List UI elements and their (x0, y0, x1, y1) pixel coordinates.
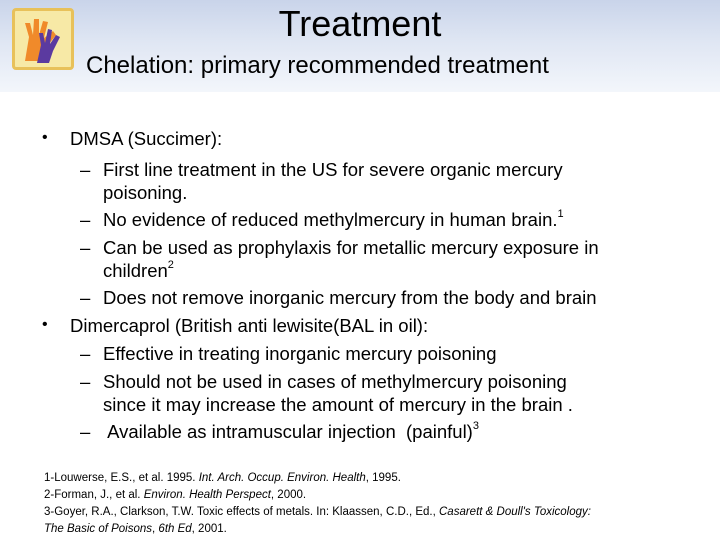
reference-2-authors: 2-Forman, J., et al. (44, 489, 144, 501)
subitem-no-evidence (103, 208, 564, 231)
reference-3-year: , 2001. (191, 523, 227, 535)
reference-1-year: , 1995. (365, 472, 401, 484)
reference-3-book: Casarett & Doull's Toxicology: (439, 506, 591, 518)
subitem-prophylaxis-cont-text: children (103, 260, 168, 281)
reference-2 (44, 487, 704, 504)
ref-sup-3: 3 (472, 420, 479, 432)
reference-3-sep: , (152, 523, 159, 535)
subitem-effective: Effective in treating inorganic mercury poisoning (103, 343, 497, 364)
subitem-no-evidence-text: No evidence of reduced methylmercury in human brain. (103, 209, 558, 230)
dash-glyph: – (80, 343, 91, 364)
dash-glyph: – (80, 209, 91, 230)
dash-glyph: – (80, 237, 91, 258)
slide-subtitle (86, 50, 549, 82)
dash-glyph: – (80, 287, 91, 308)
bullet-dimercaprol: Dimercaprol (British anti lewisite(BAL in oil): (70, 315, 429, 336)
reference-2-journal: Environ. Health Perspect (143, 489, 271, 501)
bullet-glyph: • (42, 316, 48, 333)
bullet-dmsa: DMSA (Succimer): (70, 128, 223, 149)
slide-title: Treatment (278, 3, 442, 44)
subitem-should-not-cont: since it may increase the amount of mercury in the brain . (103, 394, 573, 415)
ref-sup-2: 2 (167, 259, 174, 271)
subitem-first-line: First line treatment in the US for severe organic mercury (103, 159, 563, 180)
reference-1 (44, 470, 704, 487)
reference-3-cont (44, 521, 704, 538)
subitem-should-not: Should not be used in cases of methylmercury poisoning (103, 371, 567, 392)
reference-2-year: , 2000. (270, 489, 307, 501)
reference-3-authors: 3-Goyer, R.A., Clarkson, T.W. Toxic effects of metals. In: Klaassen, C.D., Ed., (44, 506, 439, 518)
references (44, 470, 704, 538)
subtitle-term: Chelation (86, 52, 188, 79)
dash-glyph: – (80, 371, 91, 392)
subtitle-rest: : primary recommended treatment (187, 52, 549, 79)
reference-1-authors: 1-Louwerse, E.S., et al. 1995. (44, 472, 199, 484)
subitem-first-line-cont: poisoning. (103, 182, 188, 203)
subitem-does-not-remove: Does not remove inorganic mercury from the body and brain (103, 287, 597, 308)
subitem-intramuscular-text: Available as intramuscular injection (painful) (103, 421, 473, 442)
subitem-prophylaxis-cont (103, 259, 174, 282)
ref-sup-1: 1 (557, 208, 564, 220)
dash-glyph: – (80, 159, 91, 180)
reference-3-book-cont: The Basic of Poisons (44, 523, 153, 535)
reference-1-journal: Int. Arch. Occup. Environ. Health (198, 472, 366, 484)
reference-3 (44, 504, 704, 521)
subitem-intramuscular (103, 420, 479, 443)
reference-3-edition: 6th Ed (158, 523, 192, 535)
bullet-glyph: • (42, 129, 48, 146)
dash-glyph: – (80, 421, 91, 442)
subitem-prophylaxis: Can be used as prophylaxis for metallic mercury exposure in (103, 237, 599, 258)
